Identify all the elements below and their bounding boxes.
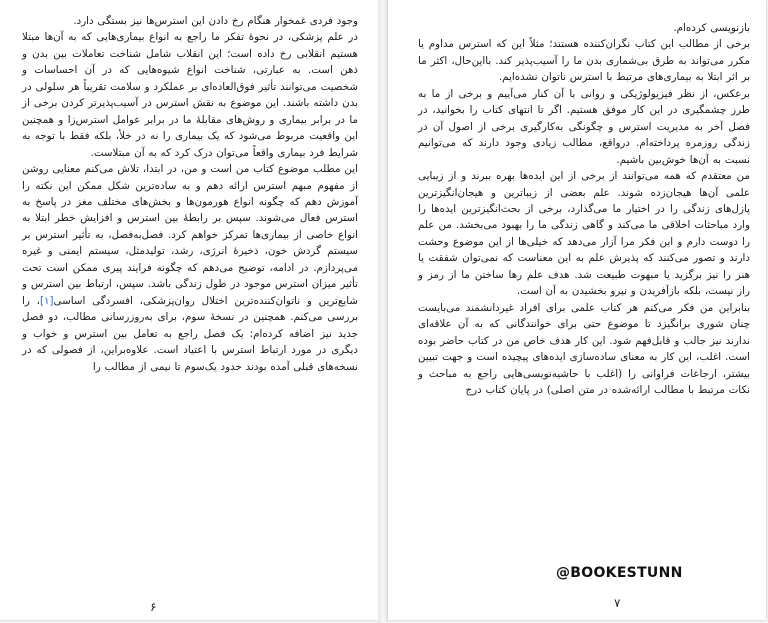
footnote-link[interactable]: [۱]	[39, 294, 54, 307]
paragraph-text: این مطلب موضوع کتاب من است و من، در ابتدا، تلاش می‌کنم معنایی روشن از مفهوم مبهم استرس ارائه دهم و به ساده‌ترین شکل ممکن این نکته را آموزش دهم که چگونه انواع هورمون‌ها و بخش‌های مختلف مغز در پاسخ به استرس فعال می‌شوند. سپس بر رابطهٔ بین استرس و افزایش خطر ابتلا به انواع خاصی از بیماری‌ها تمرکز خواهم کرد. فصل‌به‌فصل، به تأثیر استرس بر سیستم گردش خون، ذخیرهٔ انرژی، رشد، تولیدمثل، سیستم ایمنی و غیره می‌پردازم. در ادامه، توضیح می‌دهم که چگونه فرایند پیری ممکن است تحت تأثیر میزان استرس موجود در طول زندگی باشد. سپس، ارتباط بین استرس و شایع‌ترین و ناتوان‌کننده‌ترین اختلال روان‌پزشکی، افسردگی اساسی	[22, 163, 359, 307]
paragraph: وجود فردی غمخوار هنگام رخ دادن این استرس‌ها نیز بستگی دارد.	[73, 15, 358, 27]
paragraph: برعکس، از نظر فیزیولوژیکی و روانی با آن کنار می‌آییم و برخی از ما به طرز چشمگیری در این کار موفق هستیم. اگر تا انتهای کتاب را بخوانید، در فصل آخر به مدیریت استرس و چگونگی به‌کارگیری برخی از اصول آن در زندگی روزمره پرداخته‌ام. درواقع، مطالب زیادی وجود دارند که می‌توانیم نسبت به آن‌ها خوش‌بین باشیم.	[418, 87, 750, 166]
right-page-body	[418, 20, 750, 398]
paragraph	[22, 161, 358, 375]
left-page	[0, 0, 378, 620]
page-number: ۷	[614, 596, 621, 610]
left-page-body	[22, 13, 358, 375]
paragraph: بنابراین من فکر می‌کنم هر کتاب علمی برای افراد غیردانشمند می‌بایست چنان شوری برانگیزد تا موضوع حتی برای خوانندگانی که به آن علاقه‌ای ندارند نیز جالب و قابل‌فهم شود. این کار هدف خاص من در کتاب حاضر بوده است. اغلب، این کار به معنای ساده‌سازی ایده‌های پیچیده است و جهت تبیین بیشتر، ارجاعات فراوانی را (اغلب با حاشیه‌نویسی‌هایی راجع به مباحث و نکات مرتبط با مطالب ارائه‌شده در متن اصلی) در پایان کتاب درج	[418, 301, 750, 396]
paragraph: در علم پزشکی، در نحوهٔ تفکر ما راجع به انواع بیماری‌هایی که به آن‌ها مبتلا هستیم انقلابی رخ داده است؛ این انقلاب شامل شناخت تعاملات بین بدن و ذهن است. به عبارتی، شناخت انواع شیوه‌هایی که در آن احساسات و شخصیت می‌توانند تأثیر فوق‌العاده‌ای بر عملکرد و سلامت تقریباً هر سلولی در بدن داشته باشند. این موضوع به نقش استرس در آسیب‌پذیرتر کردن برخی از ما در برابر بیماری و روش‌های مقابلهٔ ما در برابر عوامل استرس‌زا و همچنین این واقعیت مربوط می‌شود که یک بیماری را نه در خلأ، بلکه فقط با توجه به شرایط فرد بیماری واقعاً می‌توان درک کرد که به آن مبتلاست.	[22, 31, 358, 159]
book-gutter	[378, 0, 388, 623]
paragraph: بازنویسی کرده‌ام.	[673, 22, 750, 34]
channel-watermark: @BOOKESTUNN	[556, 565, 683, 581]
page-number: ۶	[150, 600, 157, 614]
paragraph: برخی از مطالب این کتاب نگران‌کننده هستند؛ مثلاً این که استرس مداوم یا مکرر می‌تواند به طرق بی‌شماری بدن ما را آسیب‌پذیر کند. بااین‌حال، اکثر ما بر اثر ابتلا به بیماری‌های مرتبط با استرس ناتوان نشده‌ایم.	[418, 38, 750, 84]
paragraph-text: ، را بررسی می‌کنم. همچنین در نسخهٔ سوم، برای به‌روزرسانی مطالب، دو فصل جدید نیز اضافه کرده‌ام: یک فصل راجع به تعامل بین استرس و خواب و دیگری در مورد ارتباط استرس با اعتیاد است. علاوه‌براین، از فصولی که در نسخه‌های قبلی آمده بودند حدود یک‌سوم تا نیمی از مطالب را	[22, 294, 358, 373]
paragraph: من معتقدم که همه می‌توانند از برخی از این ایده‌ها بهره ببرند و از زیبایی علمی آن‌ها هیجان‌زده شوند. علم بعضی از زیباترین و هیجان‌انگیزترین پازل‌های زندگی را در اختیار ما می‌گذارد، برخی از بحث‌انگیزترین ایده‌ها را وارد مباحثات اخلاقی ما می‌کند و گاهی زندگی ما را بهبود می‌بخشد. من علم را دوست دارم و این فکر مرا آزار می‌دهد که خیلی‌ها از این موضوع وحشت دارند و تصور می‌کنند که پذیرش علم به این معناست که نمی‌توان شفقت یا هنر را نیز برگزید یا مبهوت طبیعت شد. هدف علم رها ساختن ما از رمز و راز نیست، بلکه بازآفریدن و نیرو بخشیدن به آن است.	[418, 170, 750, 298]
right-page	[388, 0, 766, 620]
